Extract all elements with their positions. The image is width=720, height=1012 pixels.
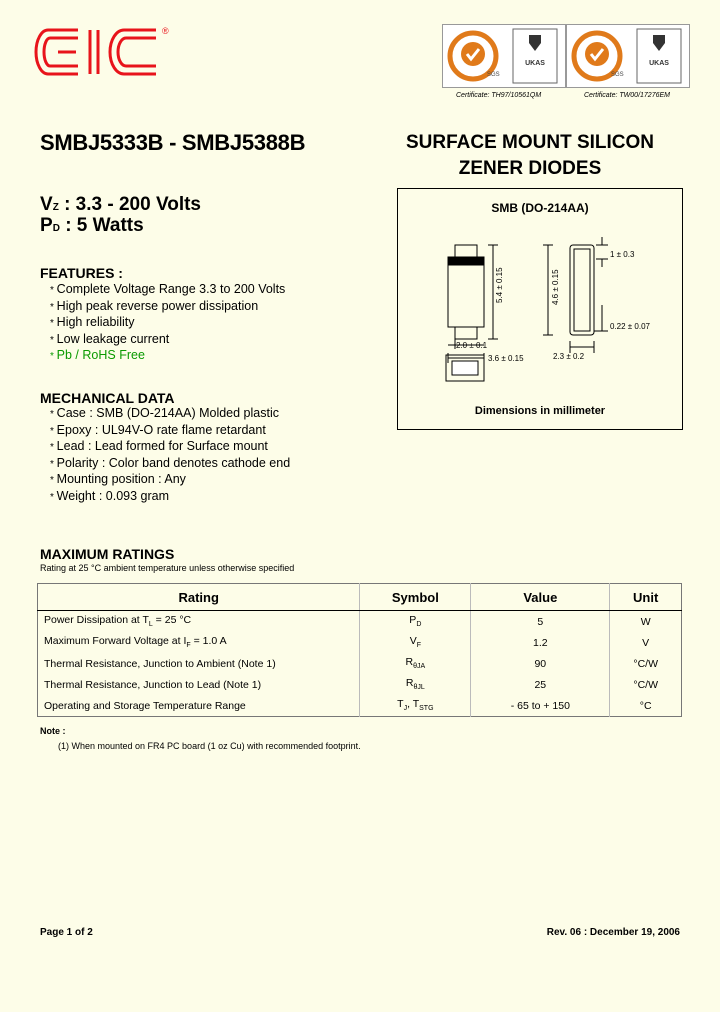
table-row: Maximum Forward Voltage at $I_F = 1.0$ A $V_F$ 1.2 V (38, 632, 682, 653)
list-item: * Epoxy : UL94V-O rate flame retardant (50, 423, 290, 440)
ratings-note: Rating at 25 °C ambient temperature unless otherwise specified (40, 563, 295, 573)
part-number-title: SMBJ5333B - SMBJ5388B (40, 130, 306, 155)
svg-text:1 ± 0.3: 1 ± 0.3 (610, 250, 635, 259)
svg-text:UKAS: UKAS (649, 60, 669, 67)
cert-badge-quality (442, 24, 566, 88)
svg-text:4.6 ± 0.15: 4.6 ± 0.15 (551, 269, 560, 305)
svg-text:2.3 ± 0.2: 2.3 ± 0.2 (553, 352, 585, 361)
col-unit: Unit (610, 584, 682, 611)
dimensions-note: Dimensions in millimeter (474, 405, 606, 417)
table-row: Thermal Resistance, Junction to Lead (Note 1) $R_{\theta JL}$ 25 °C/W (38, 674, 682, 695)
cert-caption-quality: Certificate: TH97/10561QM (456, 92, 542, 99)
list-item: * Complete Voltage Range 3.3 to 200 Volts (50, 282, 285, 299)
svg-text:SGS: SGS (487, 72, 500, 78)
revision-date: Rev. 06 : December 19, 2006 (546, 927, 680, 938)
svg-text:SGS: SGS (611, 72, 624, 78)
notes-heading: Note : (40, 726, 66, 736)
features-list (50, 282, 285, 365)
power-spec: PD : 5 Watts (40, 215, 144, 236)
package-outline-box (397, 188, 683, 430)
col-value: Value (471, 584, 610, 611)
zener-voltage-spec: VZ : 3.3 - 200 Volts (40, 194, 201, 215)
svg-text:3.6 ± 0.15: 3.6 ± 0.15 (488, 354, 524, 363)
list-item: * High reliability (50, 315, 285, 332)
mechanical-heading: MECHANICAL DATA (40, 390, 175, 406)
list-item: * Weight : 0.093 gram (50, 489, 290, 506)
note-1: (1) When mounted on FR4 PC board (1 oz Cu) with recommended footprint. (58, 741, 361, 751)
svg-text:®: ® (162, 26, 169, 36)
mechanical-list (50, 406, 290, 506)
svg-text:UKAS: UKAS (525, 60, 545, 67)
table-header-row (38, 584, 682, 611)
svg-text:0.22 ± 0.07: 0.22 ± 0.07 (610, 322, 650, 331)
package-dimension-drawing (398, 219, 682, 399)
max-ratings-table (37, 583, 682, 717)
table-row: Thermal Resistance, Junction to Ambient (Note 1) $R_{\theta JA}$ 90 °C/W (38, 653, 682, 674)
list-item: * Polarity : Color band denotes cathode end (50, 456, 290, 473)
cert-badge-environment (566, 24, 690, 88)
product-subtitle: SURFACE MOUNT SILICON ZENER DIODES (405, 132, 655, 179)
list-item: * Case : SMB (DO-214AA) Molded plastic (50, 406, 290, 423)
features-heading: FEATURES : (40, 265, 123, 281)
list-item: * High peak reverse power dissipation (50, 299, 285, 316)
list-item: * Low leakage current (50, 332, 285, 349)
svg-text:5.4 ± 0.15: 5.4 ± 0.15 (495, 267, 504, 303)
eic-logo (34, 20, 184, 84)
col-symbol: Symbol (360, 584, 471, 611)
list-item: * Mounting position : Any (50, 472, 290, 489)
table-row: Operating and Storage Temperature Range $T_J$, $T_{STG}$ - 65 to + 150 °C (38, 695, 682, 717)
svg-text:2.0 ± 0.1: 2.0 ± 0.1 (456, 341, 488, 350)
rohs-item: * Pb / RoHS Free (50, 348, 285, 365)
package-title: SMB (DO-214AA) (491, 201, 589, 215)
table-row: Power Dissipation at $T_L = 25$ °C $P_D$ 5 W (38, 611, 682, 633)
max-ratings-heading: MAXIMUM RATINGS (40, 546, 175, 562)
col-rating: Rating (38, 584, 360, 611)
list-item: * Lead : Lead formed for Surface mount (50, 439, 290, 456)
cert-caption-environment: Certificate: TW00/17276EM (584, 92, 670, 99)
page-number: Page 1 of 2 (40, 927, 93, 938)
